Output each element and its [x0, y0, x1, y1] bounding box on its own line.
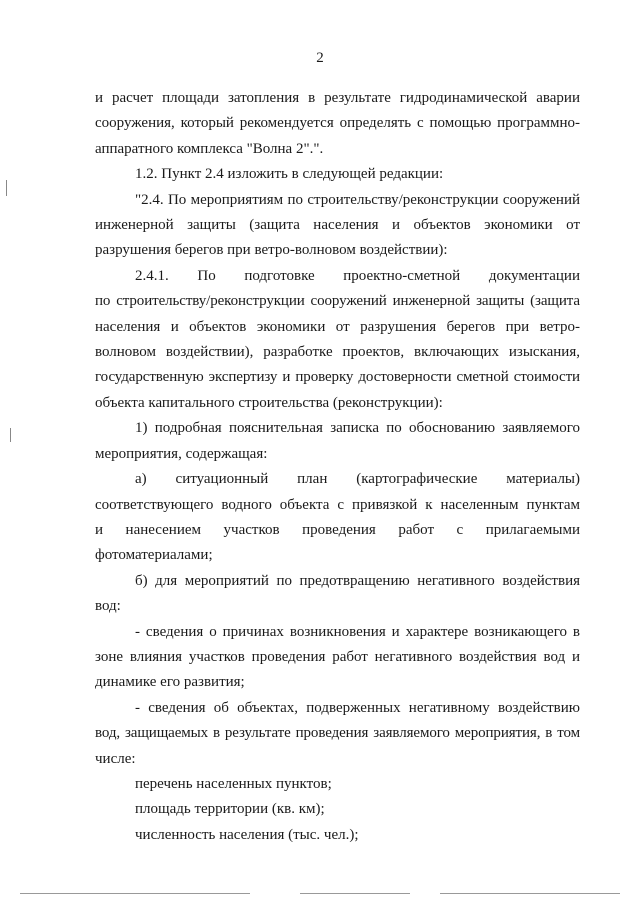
- text-line: фотоматериалами;: [95, 547, 213, 564]
- text-line: - сведения о причинах возникновения и характере возникающего в: [135, 623, 580, 640]
- scan-bottom-rule: [300, 893, 410, 894]
- text-line: и расчет площади затопления в результате гидродинамической аварии: [95, 90, 580, 106]
- list-item: численность населения (тыс. чел.);: [135, 826, 359, 843]
- paragraph-clause-2-4: [95, 188, 580, 264]
- text-line: вод, защищаемых в результате проведения заявляемого мероприятия, в том: [95, 725, 580, 742]
- paragraph-clause-2-4-1: [95, 264, 580, 416]
- list-indicators: [95, 772, 580, 848]
- list-item: перечень населенных пунктов;: [135, 775, 332, 792]
- text-line: а) ситуационный план (картографические материалы): [135, 471, 580, 488]
- page-number: 2: [316, 50, 324, 66]
- scan-margin-mark: [6, 180, 7, 196]
- text-line: объекта капитального строительства (реконструкции):: [95, 394, 443, 411]
- text-line: аппаратного комплекса "Волна 2".".: [95, 140, 324, 157]
- paragraph-item-1: [95, 416, 580, 467]
- paragraph-item-a: [95, 467, 580, 569]
- text-line: - сведения об объектах, подверженных негативному воздействию: [135, 699, 580, 716]
- text-line: по строительству/реконструкции сооружений инженерной защиты (защита: [95, 293, 580, 310]
- text-line: б) для мероприятий по предотвращению негативного воздействия: [135, 572, 580, 589]
- text-line: разрушения берегов при ветро-волновом воздействии):: [95, 242, 448, 259]
- text-line: государственную экспертизу и проверку достоверности сметной стоимости: [95, 369, 580, 386]
- list-item: площадь территории (кв. км);: [135, 801, 325, 818]
- text-line: динамике его развития;: [95, 674, 245, 691]
- text-line: соответствующего водного объекта с привязкой к населенным пунктам: [95, 496, 580, 513]
- text-line: и нанесением участков проведения работ с прилагаемыми: [95, 521, 580, 538]
- text-line: зоне влияния участков проведения работ негативного воздействия вод и: [95, 648, 580, 665]
- scan-bottom-rule: [440, 893, 620, 894]
- text-line: инженерной защиты (защита населения и объектов экономики от: [95, 217, 580, 234]
- paragraph-objects: [95, 696, 580, 772]
- paragraph-causes: [95, 620, 580, 696]
- paragraph-item-b: [95, 569, 580, 620]
- text-line: 2.4.1. По подготовке проектно-сметной документации: [135, 267, 580, 284]
- document-body: [95, 86, 580, 848]
- text-line: волновом воздействии), разработке проектов, включающих изыскания,: [95, 344, 580, 361]
- scan-margin-mark: [10, 428, 11, 442]
- text-line: сооружения, который рекомендуется определять с помощью программно-: [95, 115, 580, 132]
- text-line: вод:: [95, 598, 121, 615]
- paragraph-flood-calc: [95, 86, 580, 162]
- text-line: "2.4. По мероприятиям по строительству/реконструкции сооружений: [135, 191, 580, 208]
- text-line: мероприятия, содержащая:: [95, 445, 268, 462]
- text-line: числе:: [95, 750, 136, 767]
- text-line: населения и объектов экономики от разрушения берегов при ветро-: [95, 318, 580, 335]
- scan-bottom-rule: [20, 893, 250, 894]
- paragraph-clause-1-2: 1.2. Пункт 2.4 изложить в следующей редакции:: [135, 166, 444, 183]
- text-line: 1) подробная пояснительная записка по обоснованию заявляемого: [135, 420, 580, 437]
